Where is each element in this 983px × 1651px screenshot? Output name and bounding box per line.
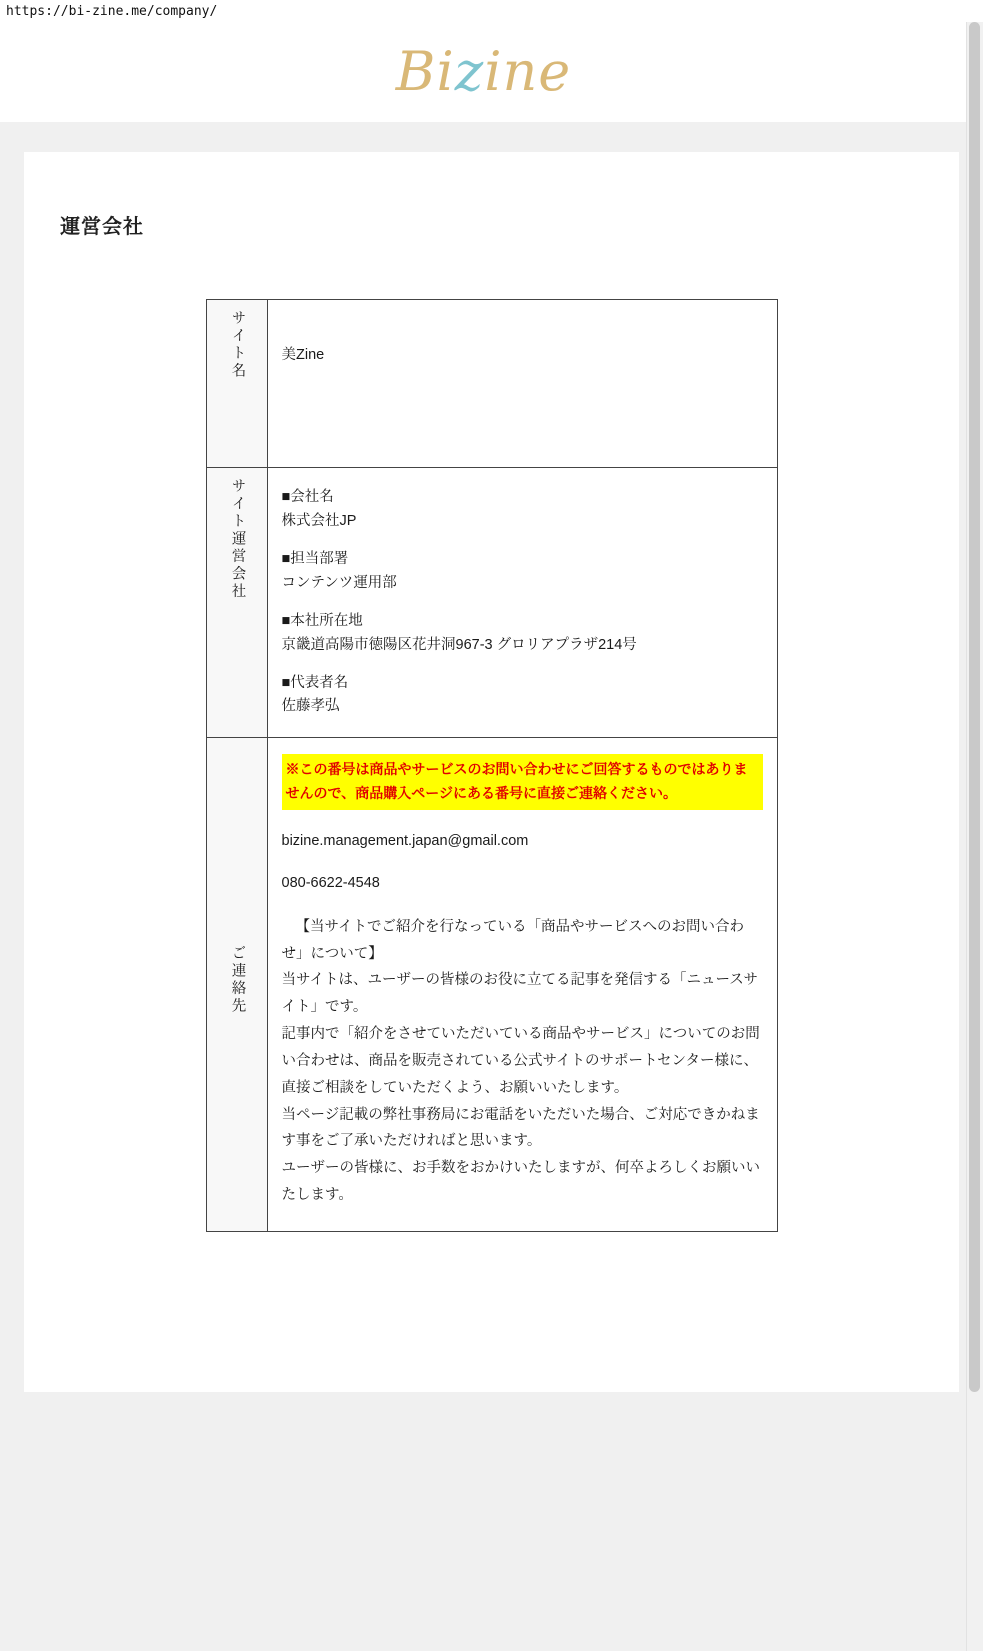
department-value: コンテンツ運用部 [281,574,397,591]
logo-text-mid: z [454,40,485,103]
company-block-name [282,486,761,534]
table-row-contact [206,738,777,1231]
row-header-contact [206,738,267,1231]
company-block-department [282,548,761,596]
department-label: ■担当部署 [281,550,349,567]
representative-value: 佐藤孝弘 [281,698,340,715]
table-row-operating-company [206,468,777,738]
contact-notice-banner: ※この番号は商品やサービスのお問い合わせにご回答するものではありませんので、商品購入ページにある番号に直接ご連絡ください。 [282,754,763,810]
contact-paragraph-1: 【当サイトでご紹介を行なっている「商品やサービスへのお問い合わせ」について】 [281,918,744,962]
company-name-value: 株式会社JP [281,512,357,529]
contact-paragraph-3: 記事内で「紹介をさせていただいている商品やサービス」についてのお問い合わせは、商品を販売されている公式サイトのサポートセンター様に、直接ご相談をしていただくよう、お願いいたします。 [281,1026,760,1096]
company-block-address [282,610,761,658]
table-row-site-name [206,300,777,468]
site-name-value: 美Zine [281,347,325,363]
row-header-operating-company [206,468,267,738]
row-value-contact [267,738,777,1231]
company-info-table [206,299,778,1232]
row-header-site-name [206,300,267,468]
page-title: 運営会社 [60,216,144,238]
contact-paragraph-4: 当ページ記載の弊社事務局にお電話をいただいた場合、ご対応できかねます事をご了承いただければと思います。 [281,1106,760,1150]
company-block-representative [282,672,761,720]
row-header-site-name-label: サイト名 [229,310,246,380]
header-separator-strip [0,122,967,152]
content-card [24,152,959,1392]
company-name-label: ■会社名 [281,489,334,505]
site-logo[interactable] [395,40,572,103]
site-header [0,22,967,122]
footer-strip [0,1392,967,1572]
contact-phone[interactable]: 080-6622-4548 [281,874,380,891]
contact-paragraph-2: 当サイトは、ユーザーの皆様のお役に立てる記事を発信する「ニュースサイト」です。 [281,972,758,1016]
row-header-operating-company-label: サイト運営会社 [229,478,246,601]
logo-text-pre: Bi [395,40,455,103]
vertical-scrollbar[interactable] [966,22,983,1651]
row-value-operating-company [267,468,777,738]
browser-url-bar[interactable] [0,0,983,22]
contact-email[interactable]: bizine.management.japan@gmail.com [281,832,529,849]
address-value: 京畿道高陽市徳陽区花井洞967-3 グロリアプラザ214号 [281,636,637,653]
logo-text-post: ine [484,40,572,103]
address-label: ■本社所在地 [281,612,363,629]
row-value-site-name [267,300,777,468]
scrollbar-thumb[interactable] [969,22,980,1392]
row-header-contact-label: ご連絡先 [229,945,246,1016]
contact-paragraph-5: ユーザーの皆様に、お手数をおかけいたしますが、何卒よろしくお願いいたします。 [281,1160,760,1203]
url-text: https://bi-zine.me/company/ [6,3,218,19]
page-viewport [0,22,983,1651]
representative-label: ■代表者名 [281,674,349,691]
